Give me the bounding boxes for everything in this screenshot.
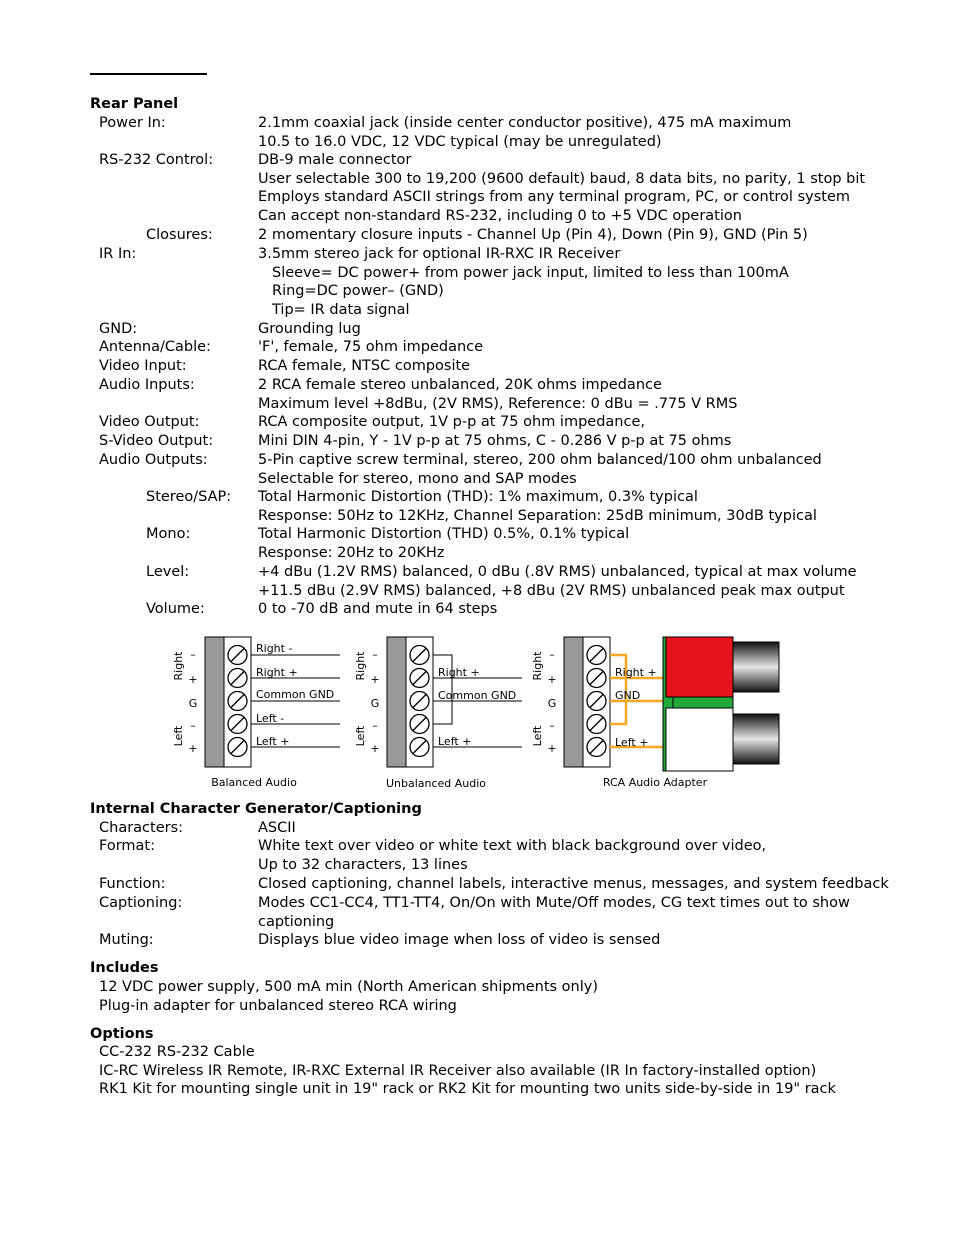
terminal-block-body <box>387 637 406 767</box>
spec-value: RCA female, NTSC composite <box>258 358 471 374</box>
rca-jack-right <box>733 642 779 692</box>
spec-label: Stereo/SAP: <box>146 489 232 505</box>
list-item: 12 VDC power supply, 500 mA min (North American shipments only) <box>99 979 598 995</box>
terminal-screw <box>587 646 606 665</box>
char-gen-heading: Internal Character Generator/Captioning <box>90 801 422 817</box>
plus-mark: + <box>370 742 380 755</box>
terminal-screw <box>228 692 247 711</box>
minus-mark: – <box>549 648 555 661</box>
spec-label: Audio Inputs: <box>99 377 195 393</box>
minus-mark: – <box>190 648 196 661</box>
spec-value: Displays blue video image when loss of video is sensed <box>258 932 661 948</box>
terminal-block-body <box>205 637 224 767</box>
spec-label: Mono: <box>146 526 191 542</box>
includes-heading: Includes <box>90 960 159 976</box>
side-label-left: Left <box>531 725 544 747</box>
spec-value: DB-9 male connector User selectable 300 to 19,200 (9600 default) baud, 8 data bits, no parity, 1 stop bit Employs standard ASCII strings from any terminal program, PC, or control system Can accept non-standard RS-232, including 0 to +5 VDC operation <box>258 152 866 225</box>
rca-adapter-diagram <box>531 637 779 789</box>
list-item: Plug-in adapter for unbalanced stereo RCA wiring <box>99 997 457 1014</box>
wire-label: Right + <box>615 666 657 679</box>
terminal-block-body <box>564 637 583 767</box>
spec-value: Total Harmonic Distortion (THD): 1% maximum, 0.3% typical Response: 50Hz to 12KHz, Channel Separation: 25dB minimum, 30dB typical <box>258 489 817 524</box>
terminal-screw <box>228 669 247 688</box>
side-label-right: Right <box>354 651 367 681</box>
rear-panel-heading: Rear Panel <box>90 96 179 112</box>
spec-label: Format: <box>99 838 155 854</box>
ground-mark: G <box>547 697 557 710</box>
spec-value: 0 to -70 dB and mute in 64 steps <box>258 601 498 617</box>
spec-label: GND: <box>99 321 138 337</box>
minus-mark: – <box>190 719 196 732</box>
spec-label: Muting: <box>99 932 154 948</box>
spec-label: Closures: <box>146 227 213 243</box>
spec-value: 'F', female, 75 ohm impedance <box>258 339 484 355</box>
rca-jack-left <box>733 714 779 764</box>
spec-label: Power In: <box>99 115 166 131</box>
side-label-right: Right <box>172 651 185 681</box>
wire-label: Common GND <box>256 688 335 701</box>
wire-label: Common GND <box>438 689 517 702</box>
adapter-ground-bar <box>673 697 733 708</box>
terminal-screw <box>587 669 606 688</box>
spec-value: 2 RCA female stereo unbalanced, 20K ohms impedance Maximum level +8dBu, (2V RMS), Reference: 0 dBu = .775 V RMS <box>258 377 738 412</box>
options-list <box>99 1043 836 1099</box>
spec-value: 2.1mm coaxial jack (inside center conductor positive), 475 mA maximum 10.5 to 16.0 VDC, 12 VDC typical (may be unregulated) <box>258 115 792 150</box>
ground-mark: G <box>370 697 380 710</box>
jumper-wire <box>610 701 626 724</box>
options-heading: Options <box>90 1026 154 1042</box>
side-label-right: Right <box>531 651 544 681</box>
plus-mark: + <box>547 673 557 686</box>
terminal-screw <box>228 738 247 757</box>
rca-plug-white <box>666 708 733 771</box>
plus-mark: + <box>370 673 380 686</box>
spec-value: 5-Pin captive screw terminal, stereo, 200 ohm balanced/100 ohm unbalanced Selectable for stereo, mono and SAP modes <box>258 452 822 487</box>
includes-list <box>99 978 598 1015</box>
minus-mark: – <box>549 719 555 732</box>
spec-label: Video Output: <box>99 414 200 430</box>
list-item: IC-RC Wireless IR Remote, IR-RXC External IR Receiver also available (IR In factory-installed option) <box>99 1062 817 1079</box>
wire-label: GND <box>615 689 641 702</box>
spec-value: White text over video or white text with black background over video, Up to 32 characters, 13 lines <box>258 838 767 873</box>
spec-value: 3.5mm stereo jack for optional IR-RXC IR Receiver Sleeve= DC power+ from power jack input, limited to less than 100mA Ring=DC power– (GND) Tip= IR data signal <box>258 246 789 319</box>
plus-mark: + <box>188 742 198 755</box>
ground-mark: G <box>188 697 198 710</box>
diagram-caption: Unbalanced Audio <box>385 777 487 790</box>
list-item: CC-232 RS-232 Cable <box>99 1044 255 1060</box>
wire-label: Right + <box>256 666 298 679</box>
spec-label: Antenna/Cable: <box>99 339 211 355</box>
spec-value: Closed captioning, channel labels, interactive menus, messages, and system feedback <box>258 876 889 892</box>
terminal-screw <box>410 715 429 734</box>
spec-label: Level: <box>146 564 190 580</box>
terminal-screw <box>410 646 429 665</box>
wire-label: Left - <box>256 712 285 725</box>
balanced-audio-diagram <box>172 637 340 789</box>
wire-label: Left + <box>438 735 472 748</box>
side-label-left: Left <box>354 725 367 747</box>
audio-wiring-diagrams <box>170 630 790 796</box>
spec-value: ASCII <box>258 820 296 836</box>
spec-value: Grounding lug <box>258 321 361 337</box>
spec-label: IR In: <box>99 246 137 262</box>
terminal-screw <box>410 669 429 688</box>
terminal-screw <box>228 646 247 665</box>
top-rule <box>90 73 207 75</box>
diagram-caption: Balanced Audio <box>211 776 297 789</box>
wire-label: Left + <box>256 735 290 748</box>
spec-value: 2 momentary closure inputs - Channel Up (Pin 4), Down (Pin 9), GND (Pin 5) <box>258 227 808 243</box>
terminal-screw <box>410 738 429 757</box>
unbalanced-audio-diagram <box>354 637 522 790</box>
spec-value: Total Harmonic Distortion (THD) 0.5%, 0.1% typical Response: 20Hz to 20KHz <box>258 526 630 561</box>
list-item: RK1 Kit for mounting single unit in 19" rack or RK2 Kit for mounting two units side-by-side in 19" rack <box>99 1081 836 1098</box>
terminal-screw <box>587 692 606 711</box>
spec-label: Captioning: <box>99 895 183 911</box>
side-label-left: Left <box>172 725 185 747</box>
plus-mark: + <box>188 673 198 686</box>
wire-label: Right - <box>256 642 293 655</box>
spec-value: Modes CC1-CC4, TT1-TT4, On/On with Mute/Off modes, CG text times out to show captioning <box>258 895 850 930</box>
terminal-screw <box>587 715 606 734</box>
spec-label: S-Video Output: <box>99 433 214 449</box>
spec-value: +4 dBu (1.2V RMS) balanced, 0 dBu (.8V RMS) unbalanced, typical at max volume +11.5 dBu (2.9V RMS) balanced, +8 dBu (2V RMS) unbalanced peak max output <box>258 564 857 599</box>
minus-mark: – <box>372 719 378 732</box>
wire-label: Left + <box>615 736 649 749</box>
spec-label: Video Input: <box>99 358 187 374</box>
spec-label: Audio Outputs: <box>99 452 208 468</box>
spec-label: Volume: <box>146 601 205 617</box>
spec-label: Characters: <box>99 820 184 836</box>
diagram-caption: RCA Audio Adapter <box>602 776 708 789</box>
spec-label: RS-232 Control: <box>99 152 214 168</box>
jumper-wire <box>433 701 452 724</box>
spec-value: Mini DIN 4-pin, Y - 1V p-p at 75 ohms, C - 0.286 V p-p at 75 ohms <box>258 433 732 449</box>
wire-label: Right + <box>438 666 480 679</box>
spec-value: RCA composite output, 1V p-p at 75 ohm impedance, <box>258 414 645 430</box>
rca-plug-red <box>666 637 733 697</box>
terminal-screw <box>587 738 606 757</box>
terminal-screw <box>410 692 429 711</box>
spec-label: Function: <box>99 876 166 892</box>
terminal-screw <box>228 715 247 734</box>
minus-mark: – <box>372 648 378 661</box>
plus-mark: + <box>547 742 557 755</box>
